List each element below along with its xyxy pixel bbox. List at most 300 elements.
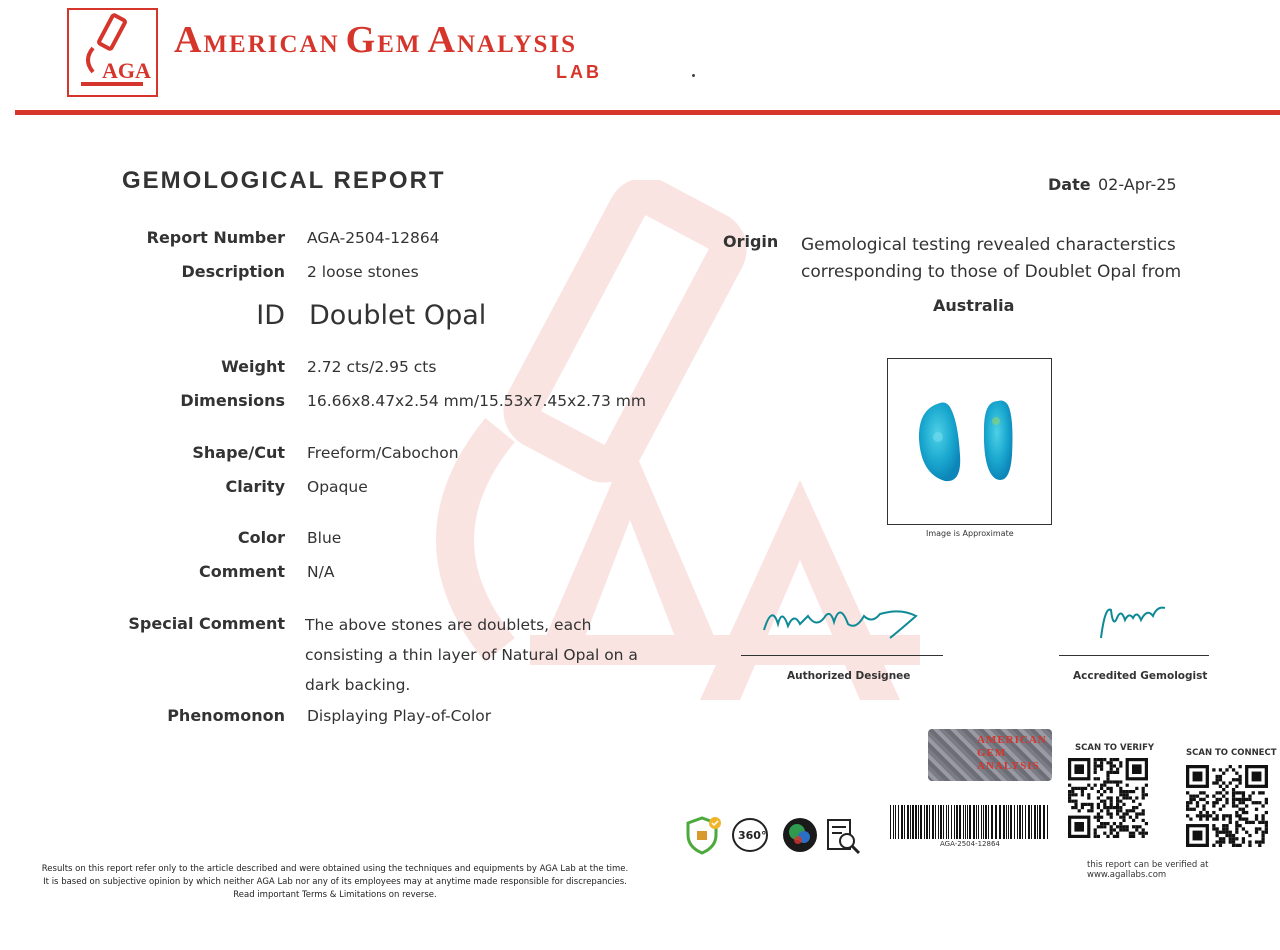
qr-module: [1126, 790, 1129, 793]
qr-module: [1071, 800, 1074, 803]
gemologist-signature: [1095, 598, 1175, 643]
qr-module: [1097, 816, 1100, 819]
qr-module: [1225, 834, 1228, 837]
id-label: ID: [256, 300, 285, 331]
signature-line-left: [741, 655, 943, 656]
barcode-bar: [991, 805, 993, 839]
qr-module: [1252, 801, 1255, 804]
qr-module: [1216, 791, 1219, 794]
phenomenon-label: Phenomonon: [167, 706, 285, 725]
qr-module: [1235, 814, 1238, 817]
report-number-label: Report Number: [146, 228, 285, 247]
qr-module: [1113, 758, 1116, 761]
qr-module: [1132, 809, 1135, 812]
barcode-bar: [951, 805, 952, 839]
qr-module: [1232, 801, 1235, 804]
qr-module: [1261, 837, 1264, 840]
qr-module: [1097, 819, 1100, 822]
qr-module: [1212, 811, 1215, 814]
barcode-bar: [943, 805, 944, 839]
qr-module: [1232, 795, 1235, 798]
qr-module: [1110, 790, 1113, 793]
qr-finder: [1193, 831, 1203, 841]
qr-module: [1196, 801, 1199, 804]
qr-module: [1145, 793, 1148, 796]
barcode-bar: [1017, 805, 1018, 839]
barcode-bar: [904, 805, 905, 839]
qr-module: [1216, 775, 1219, 778]
barcode-bar: [976, 805, 977, 839]
qr-module: [1110, 803, 1113, 806]
brand-name: AMERICAN GEM ANALYSIS: [174, 19, 578, 61]
scan-connect-label: SCAN TO CONNECT: [1186, 748, 1277, 758]
barcode-bar: [924, 805, 925, 839]
barcode-bar: [893, 805, 894, 839]
qr-module: [1132, 819, 1135, 822]
qr-module: [1219, 831, 1222, 834]
qr-module: [1229, 781, 1232, 784]
qr-module: [1122, 812, 1125, 815]
qr-module: [1129, 832, 1132, 835]
qr-finder: [1074, 764, 1084, 774]
origin-label: Origin: [723, 232, 779, 251]
report-number-value: AGA-2504-12864: [307, 229, 440, 247]
barcode-bar: [1025, 805, 1026, 839]
qr-module: [1199, 817, 1202, 820]
date-label: Date: [1048, 175, 1091, 194]
qr-module: [1116, 768, 1119, 771]
qr-module: [1222, 840, 1225, 843]
qr-module: [1232, 804, 1235, 807]
barcode-bar: [926, 805, 928, 839]
qr-module: [1238, 844, 1241, 847]
qr-module: [1090, 806, 1093, 809]
qr-module: [1071, 787, 1074, 790]
qr-module: [1242, 817, 1245, 820]
barcode-bar: [1022, 805, 1023, 839]
qr-module: [1212, 795, 1215, 798]
qr-module: [1119, 828, 1122, 831]
qr-module: [1238, 817, 1241, 820]
qr-module: [1212, 781, 1215, 784]
qr-module: [1229, 831, 1232, 834]
qr-module: [1193, 798, 1196, 801]
qr-module: [1135, 828, 1138, 831]
qr-module: [1225, 791, 1228, 794]
qr-module: [1126, 796, 1129, 799]
qr-module: [1212, 817, 1215, 820]
qr-module: [1245, 811, 1248, 814]
qr-module: [1216, 814, 1219, 817]
opal-gem-icon: [783, 818, 817, 852]
qr-module: [1122, 803, 1125, 806]
qr-module: [1094, 816, 1097, 819]
qr-module: [1090, 803, 1093, 806]
qr-finder: [1193, 772, 1203, 782]
qr-module: [1258, 801, 1261, 804]
qr-module: [1225, 801, 1228, 804]
qr-module: [1081, 793, 1084, 796]
qr-finder: [1252, 772, 1262, 782]
qr-module: [1135, 787, 1138, 790]
qr-module: [1068, 784, 1071, 787]
qr-module: [1225, 824, 1228, 827]
qr-module: [1258, 791, 1261, 794]
barcode-bar: [985, 805, 987, 839]
qr-module: [1242, 811, 1245, 814]
qr-module: [1232, 778, 1235, 781]
qr-module: [1106, 809, 1109, 812]
qr-module: [1138, 803, 1141, 806]
qr-module: [1068, 793, 1071, 796]
qr-module: [1100, 825, 1103, 828]
qr-module: [1232, 834, 1235, 837]
qr-module: [1258, 840, 1261, 843]
qr-module: [1084, 787, 1087, 790]
qr-module: [1142, 793, 1145, 796]
description-label: Description: [181, 262, 285, 281]
stone-photo: [887, 358, 1052, 525]
qr-module: [1116, 832, 1119, 835]
barcode-bar: [981, 805, 982, 839]
qr-module: [1106, 812, 1109, 815]
qr-module: [1186, 804, 1189, 807]
qr-module: [1113, 780, 1116, 783]
qr-module: [1202, 808, 1205, 811]
qr-module: [1110, 825, 1113, 828]
qr-module: [1225, 798, 1228, 801]
qr-module: [1212, 801, 1215, 804]
qr-module: [1113, 764, 1116, 767]
qr-module: [1206, 817, 1209, 820]
qr-module: [1189, 817, 1192, 820]
barcode-bar: [1028, 805, 1030, 839]
qr-module: [1219, 768, 1222, 771]
qr-module: [1103, 784, 1106, 787]
barcode-bar: [1037, 805, 1038, 839]
qr-module: [1229, 814, 1232, 817]
qr-module: [1116, 780, 1119, 783]
qr-module: [1199, 791, 1202, 794]
qr-module: [1245, 798, 1248, 801]
qr-module: [1229, 817, 1232, 820]
qr-module: [1103, 790, 1106, 793]
qr-module: [1199, 811, 1202, 814]
qr-module: [1068, 800, 1071, 803]
qr-module: [1235, 785, 1238, 788]
qr-module: [1265, 824, 1268, 827]
qr-module: [1242, 791, 1245, 794]
qr-module: [1094, 761, 1097, 764]
qr-module: [1116, 812, 1119, 815]
qr-module: [1222, 831, 1225, 834]
qr-module: [1097, 758, 1100, 761]
qr-module: [1216, 831, 1219, 834]
qr-module: [1255, 801, 1258, 804]
qr-module: [1119, 822, 1122, 825]
qr-module: [1097, 835, 1100, 838]
qr-module: [1235, 811, 1238, 814]
qr-module: [1097, 796, 1100, 799]
qr-module: [1238, 814, 1241, 817]
qr-module: [1119, 816, 1122, 819]
qr-module: [1103, 800, 1106, 803]
qr-module: [1103, 822, 1106, 825]
origin-text: Gemological testing revealed characterstics corresponding to those of Doublet Opal from: [801, 235, 1182, 282]
image-caption: Image is Approximate: [926, 529, 1014, 538]
qr-module: [1119, 787, 1122, 790]
qr-module: [1119, 793, 1122, 796]
qr-module: [1216, 781, 1219, 784]
qr-module: [1074, 787, 1077, 790]
qr-module: [1074, 800, 1077, 803]
qr-module: [1094, 764, 1097, 767]
barcode-bar: [946, 805, 947, 839]
qr-module: [1126, 784, 1129, 787]
barcode-bar: [910, 805, 911, 839]
qr-module: [1219, 808, 1222, 811]
qr-module: [1186, 791, 1189, 794]
qr-module: [1258, 821, 1261, 824]
qr-module: [1087, 803, 1090, 806]
qr-module: [1242, 808, 1245, 811]
qr-module: [1222, 781, 1225, 784]
qr-module: [1135, 806, 1138, 809]
qr-module: [1122, 793, 1125, 796]
qr-module: [1110, 800, 1113, 803]
qr-module: [1145, 822, 1148, 825]
id-value: Doublet Opal: [309, 300, 487, 331]
qr-module: [1106, 835, 1109, 838]
barcode-bar: [929, 805, 930, 839]
qr-module: [1116, 758, 1119, 761]
qr-module: [1265, 798, 1268, 801]
special-comment-value: The above stones are doublets, each consisting a thin layer of Natural Opal on a dark backing.: [305, 616, 638, 694]
color-value: Blue: [307, 529, 342, 547]
qr-code-icon[interactable]: [1068, 758, 1148, 838]
qr-module: [1222, 788, 1225, 791]
barcode-bar: [895, 805, 896, 839]
qr-module: [1110, 828, 1113, 831]
qr-module: [1216, 817, 1219, 820]
qr-module: [1094, 828, 1097, 831]
qr-module: [1222, 795, 1225, 798]
qr-module: [1103, 832, 1106, 835]
qr-module: [1103, 758, 1106, 761]
qr-module: [1248, 821, 1251, 824]
qr-module: [1135, 796, 1138, 799]
qr-module: [1252, 791, 1255, 794]
qr-module: [1212, 827, 1215, 830]
qr-module: [1126, 793, 1129, 796]
qr-module: [1255, 808, 1258, 811]
qr-module: [1116, 803, 1119, 806]
qr-module: [1106, 774, 1109, 777]
qr-module: [1216, 801, 1219, 804]
qr-module: [1097, 777, 1100, 780]
qr-module: [1100, 758, 1103, 761]
qr-module: [1116, 825, 1119, 828]
qr-module: [1113, 835, 1116, 838]
logo-text: AGA: [102, 58, 151, 83]
qr-module: [1132, 790, 1135, 793]
qr-finder: [1132, 764, 1142, 774]
qr-module: [1242, 795, 1245, 798]
dimensions-value: 16.66x8.47x2.54 mm/15.53x7.45x2.73 mm: [307, 392, 646, 410]
qr-module: [1235, 827, 1238, 830]
document-search-icon: [828, 820, 859, 853]
qr-module: [1103, 825, 1106, 828]
barcode-bar: [978, 805, 979, 839]
barcode-bar: [1031, 805, 1032, 839]
microscope-logo-icon: [69, 10, 156, 95]
qr-module: [1189, 808, 1192, 811]
barcode-bar: [901, 805, 903, 839]
qr-module: [1087, 793, 1090, 796]
qr-module: [1135, 825, 1138, 828]
qr-module: [1094, 758, 1097, 761]
qr-module: [1100, 768, 1103, 771]
qr-module: [1126, 825, 1129, 828]
qr-module: [1106, 761, 1109, 764]
qr-module: [1238, 778, 1241, 781]
color-label: Color: [237, 528, 285, 547]
qr-module: [1248, 844, 1251, 847]
qr-module: [1122, 819, 1125, 822]
authorized-designee-label: Authorized Designee: [787, 670, 911, 682]
qr-module: [1222, 817, 1225, 820]
qr-module: [1074, 806, 1077, 809]
qr-module: [1100, 784, 1103, 787]
barcode-bar: [973, 805, 975, 839]
qr-module: [1196, 814, 1199, 817]
qr-module: [1135, 816, 1138, 819]
barcode-bar: [956, 805, 958, 839]
qr-module: [1242, 827, 1245, 830]
qr-module: [1235, 844, 1238, 847]
qr-module: [1219, 844, 1222, 847]
qr-module: [1232, 788, 1235, 791]
barcode-bar: [1034, 805, 1036, 839]
qr-finder: [1074, 822, 1084, 832]
qr-module: [1129, 796, 1132, 799]
qr-module: [1119, 809, 1122, 812]
barcode-bar: [988, 805, 989, 839]
qr-module: [1116, 835, 1119, 838]
qr-module: [1238, 808, 1241, 811]
qr-module: [1209, 814, 1212, 817]
qr-module: [1238, 824, 1241, 827]
qr-module: [1113, 771, 1116, 774]
qr-module: [1106, 787, 1109, 790]
qr-module: [1229, 837, 1232, 840]
weight-value: 2.72 cts/2.95 cts: [307, 358, 437, 376]
qr-code-icon[interactable]: [1186, 765, 1268, 847]
qr-module: [1142, 828, 1145, 831]
qr-module: [1232, 837, 1235, 840]
qr-module: [1116, 800, 1119, 803]
qr-module: [1261, 791, 1264, 794]
qr-module: [1094, 784, 1097, 787]
qr-module: [1216, 778, 1219, 781]
comment-value: N/A: [307, 563, 335, 581]
barcode-bar: [948, 805, 949, 839]
qr-module: [1235, 821, 1238, 824]
qr-module: [1119, 790, 1122, 793]
qr-module: [1094, 771, 1097, 774]
qr-module: [1261, 804, 1264, 807]
qr-module: [1212, 824, 1215, 827]
qr-module: [1097, 790, 1100, 793]
qr-module: [1119, 806, 1122, 809]
qr-module: [1129, 816, 1132, 819]
qr-module: [1189, 795, 1192, 798]
qr-module: [1238, 765, 1241, 768]
qr-module: [1110, 780, 1113, 783]
dimensions-label: Dimensions: [180, 391, 285, 410]
qr-module: [1113, 822, 1116, 825]
qr-module: [1100, 800, 1103, 803]
qr-module: [1238, 781, 1241, 784]
barcode-bar: [959, 805, 961, 839]
qr-module: [1132, 832, 1135, 835]
qr-module: [1110, 764, 1113, 767]
qr-module: [1071, 793, 1074, 796]
qr-module: [1229, 840, 1232, 843]
qr-module: [1196, 804, 1199, 807]
qr-module: [1222, 804, 1225, 807]
qr-module: [1145, 832, 1148, 835]
weight-label: Weight: [221, 357, 285, 376]
barcode-bar: [920, 805, 922, 839]
qr-module: [1110, 812, 1113, 815]
qr-module: [1081, 790, 1084, 793]
qr-module: [1219, 775, 1222, 778]
qr-module: [1202, 798, 1205, 801]
qr-module: [1248, 795, 1251, 798]
page-title: GEMOLOGICAL REPORT: [122, 167, 446, 194]
qr-module: [1248, 840, 1251, 843]
qr-module: [1119, 761, 1122, 764]
qr-module: [1186, 801, 1189, 804]
qr-module: [1129, 809, 1132, 812]
barcode-bar: [890, 805, 891, 839]
qr-module: [1235, 824, 1238, 827]
qr-module: [1068, 790, 1071, 793]
qr-module: [1100, 787, 1103, 790]
barcode-bar: [1003, 805, 1005, 839]
qr-module: [1103, 806, 1106, 809]
qr-module: [1110, 768, 1113, 771]
qr-module: [1232, 768, 1235, 771]
barcode-bar: [1010, 805, 1012, 839]
barcode-bar: [1039, 805, 1041, 839]
qr-module: [1229, 765, 1232, 768]
barcode-bar: [967, 805, 968, 839]
qr-module: [1142, 809, 1145, 812]
qr-module: [1106, 796, 1109, 799]
qr-module: [1219, 798, 1222, 801]
qr-module: [1265, 827, 1268, 830]
qr-module: [1202, 804, 1205, 807]
qr-module: [1255, 827, 1258, 830]
qr-module: [1138, 812, 1141, 815]
qr-module: [1255, 814, 1258, 817]
qr-module: [1090, 809, 1093, 812]
qr-module: [1242, 837, 1245, 840]
qr-module: [1090, 787, 1093, 790]
qr-module: [1110, 787, 1113, 790]
